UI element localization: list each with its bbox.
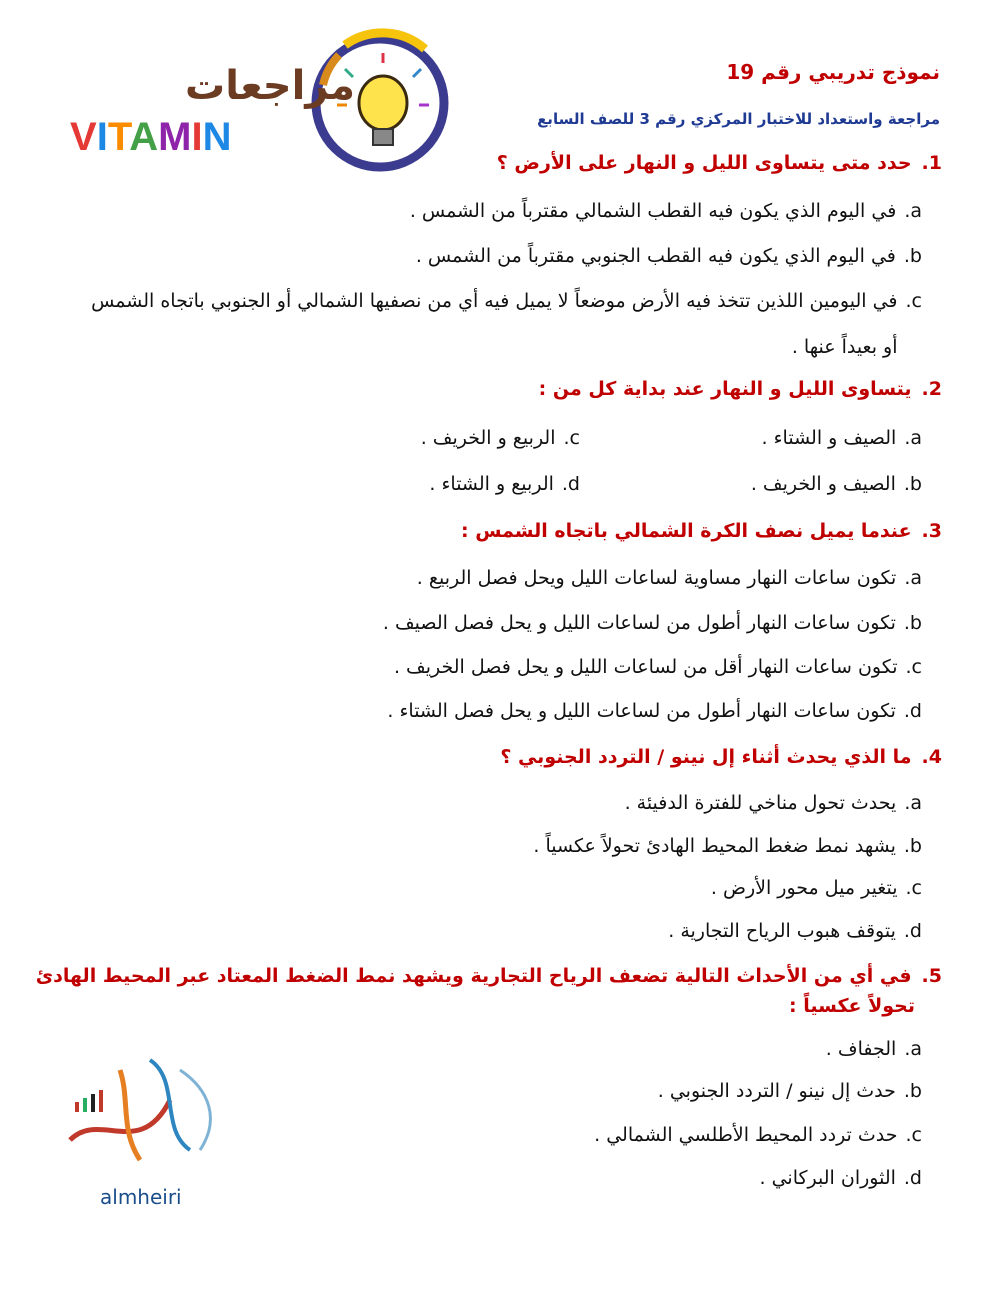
question-number: .4: [921, 746, 942, 768]
option-4a[interactable]: [625, 792, 922, 814]
option-text: تكون ساعات النهار أقل من لساعات الليل و يحل فصل الخريف .: [393, 656, 898, 678]
option-text: الثوران البركاني .: [759, 1167, 896, 1189]
option-text: تكون ساعات النهار مساوية لساعات الليل ويحل فصل الربيع .: [416, 567, 897, 589]
option-letter: .b: [903, 1080, 922, 1102]
option-text: يتوقف هبوب الرياح التجارية .: [668, 920, 896, 942]
option-text: الربيع و الخريف .: [420, 427, 556, 449]
page-subtitle: مراجعة واستعداد للاختبار المركزي رقم 3 للصف السابع: [537, 110, 940, 128]
option-5a[interactable]: [826, 1038, 922, 1060]
option-5c[interactable]: [594, 1124, 922, 1146]
option-1b[interactable]: [416, 245, 922, 267]
option-letter: .c: [563, 427, 580, 449]
option-text: يتغير ميل محور الأرض .: [710, 877, 898, 899]
option-letter: .b: [903, 612, 922, 634]
option-text: حدث تردد المحيط الأطلسي الشمالي .: [594, 1124, 898, 1146]
vitamin-letter: I: [96, 115, 108, 159]
vitamin-letter: A: [129, 115, 159, 159]
vitamin-letter: V: [70, 115, 97, 159]
almheiri-wordmark: almheiri: [100, 1185, 182, 1209]
question-text: ما الذي يحدث أثناء إل نينو / التردد الجنوبي ؟: [500, 746, 912, 768]
option-letter: .c: [905, 1124, 922, 1146]
option-text: في اليوم الذي يكون فيه القطب الجنوبي مقترباً من الشمس .: [415, 245, 896, 267]
option-letter: .a: [904, 792, 922, 814]
option-letter: .d: [903, 700, 922, 722]
question-4: [500, 746, 942, 768]
option-letter: .c: [905, 656, 922, 678]
question-number: .3: [921, 520, 942, 542]
calligraphy-logo-icon: [60, 1040, 230, 1180]
option-text: يشهد نمط ضغط المحيط الهادئ تحولاً عكسياً .: [533, 835, 896, 857]
vitamin-letter: T: [107, 115, 130, 159]
option-4c[interactable]: [711, 877, 922, 899]
option-3a[interactable]: [417, 567, 922, 589]
question-1: [497, 152, 942, 174]
option-3c[interactable]: [394, 656, 922, 678]
option-2b[interactable]: [751, 473, 922, 495]
option-letter: .a: [904, 427, 922, 449]
vitamin-logo: [60, 25, 450, 175]
question-5-continued: [789, 995, 915, 1017]
question-text: عندما يميل نصف الكرة الشمالي باتجاه الشمس :: [461, 520, 912, 542]
option-2c[interactable]: [421, 427, 580, 449]
option-letter: .c: [905, 877, 922, 899]
option-text: يحدث تحول مناخي للفترة الدفيئة .: [624, 792, 897, 814]
option-letter: .d: [903, 920, 922, 942]
option-text: في اليوم الذي يكون فيه القطب الشمالي مقترباً من الشمس .: [409, 200, 897, 222]
option-text: تكون ساعات النهار أطول من لساعات الليل و يحل فصل الشتاء .: [387, 700, 896, 722]
option-text: الجفاف .: [825, 1038, 897, 1060]
option-text: تكون ساعات النهار أطول من لساعات الليل و يحل فصل الصيف .: [382, 612, 896, 634]
question-2: [539, 378, 942, 400]
question-number: .5: [921, 965, 942, 987]
option-text: الربيع و الشتاء .: [429, 473, 554, 495]
question-text: حدد متى يتساوى الليل و النهار على الأرض ؟: [496, 152, 912, 174]
option-3d[interactable]: [387, 700, 922, 722]
option-3b[interactable]: [383, 612, 922, 634]
option-letter: .d: [903, 1167, 922, 1189]
option-4b[interactable]: [533, 835, 922, 857]
question-5: [36, 965, 942, 987]
option-text: حدث إل نينو / التردد الجنوبي .: [657, 1080, 896, 1102]
option-text: في اليومين اللذين تتخذ فيه الأرض موضعاً لا يميل فيه أي من نصفيها الشمالي أو الجنوبي باتجاه الشمس أو بعيداً عنها .: [91, 290, 898, 358]
option-1a[interactable]: [410, 200, 922, 222]
vitamin-letter: N: [202, 115, 232, 159]
option-letter: .c: [905, 290, 922, 312]
option-letter: .b: [903, 835, 922, 857]
almheiri-logo: [60, 1040, 240, 1220]
option-letter: .b: [903, 245, 922, 267]
question-text-line2: تحولاً عكسياً :: [789, 995, 915, 1017]
option-letter: .a: [904, 1038, 922, 1060]
option-1c[interactable]: [78, 278, 923, 370]
option-5b[interactable]: [658, 1080, 922, 1102]
question-number: .1: [921, 152, 942, 174]
vitamin-wordmark: [70, 115, 232, 160]
vitamin-letter: M: [158, 115, 192, 159]
option-letter: .a: [904, 200, 922, 222]
option-letter: .b: [903, 473, 922, 495]
page-title: نموذج تدريبي رقم 19: [726, 60, 940, 84]
option-2a[interactable]: [762, 427, 922, 449]
option-4d[interactable]: [668, 920, 922, 942]
option-letter: .d: [561, 473, 580, 495]
question-3: [461, 520, 942, 542]
option-text: الصيف و الخريف .: [750, 473, 896, 495]
option-5d[interactable]: [760, 1167, 923, 1189]
vitamin-letter: I: [191, 115, 203, 159]
question-text: يتساوى الليل و النهار عند بداية كل من :: [538, 378, 912, 400]
option-text: الصيف و الشتاء .: [761, 427, 897, 449]
option-letter: .a: [904, 567, 922, 589]
murajaat-logo-text: مراجعات: [185, 63, 355, 109]
question-number: .2: [921, 378, 942, 400]
question-text: في أي من الأحداث التالية تضعف الرياح التجارية ويشهد نمط الضغط المعتاد عبر المحيط الهادئ: [35, 965, 912, 987]
option-2d[interactable]: [429, 473, 580, 495]
